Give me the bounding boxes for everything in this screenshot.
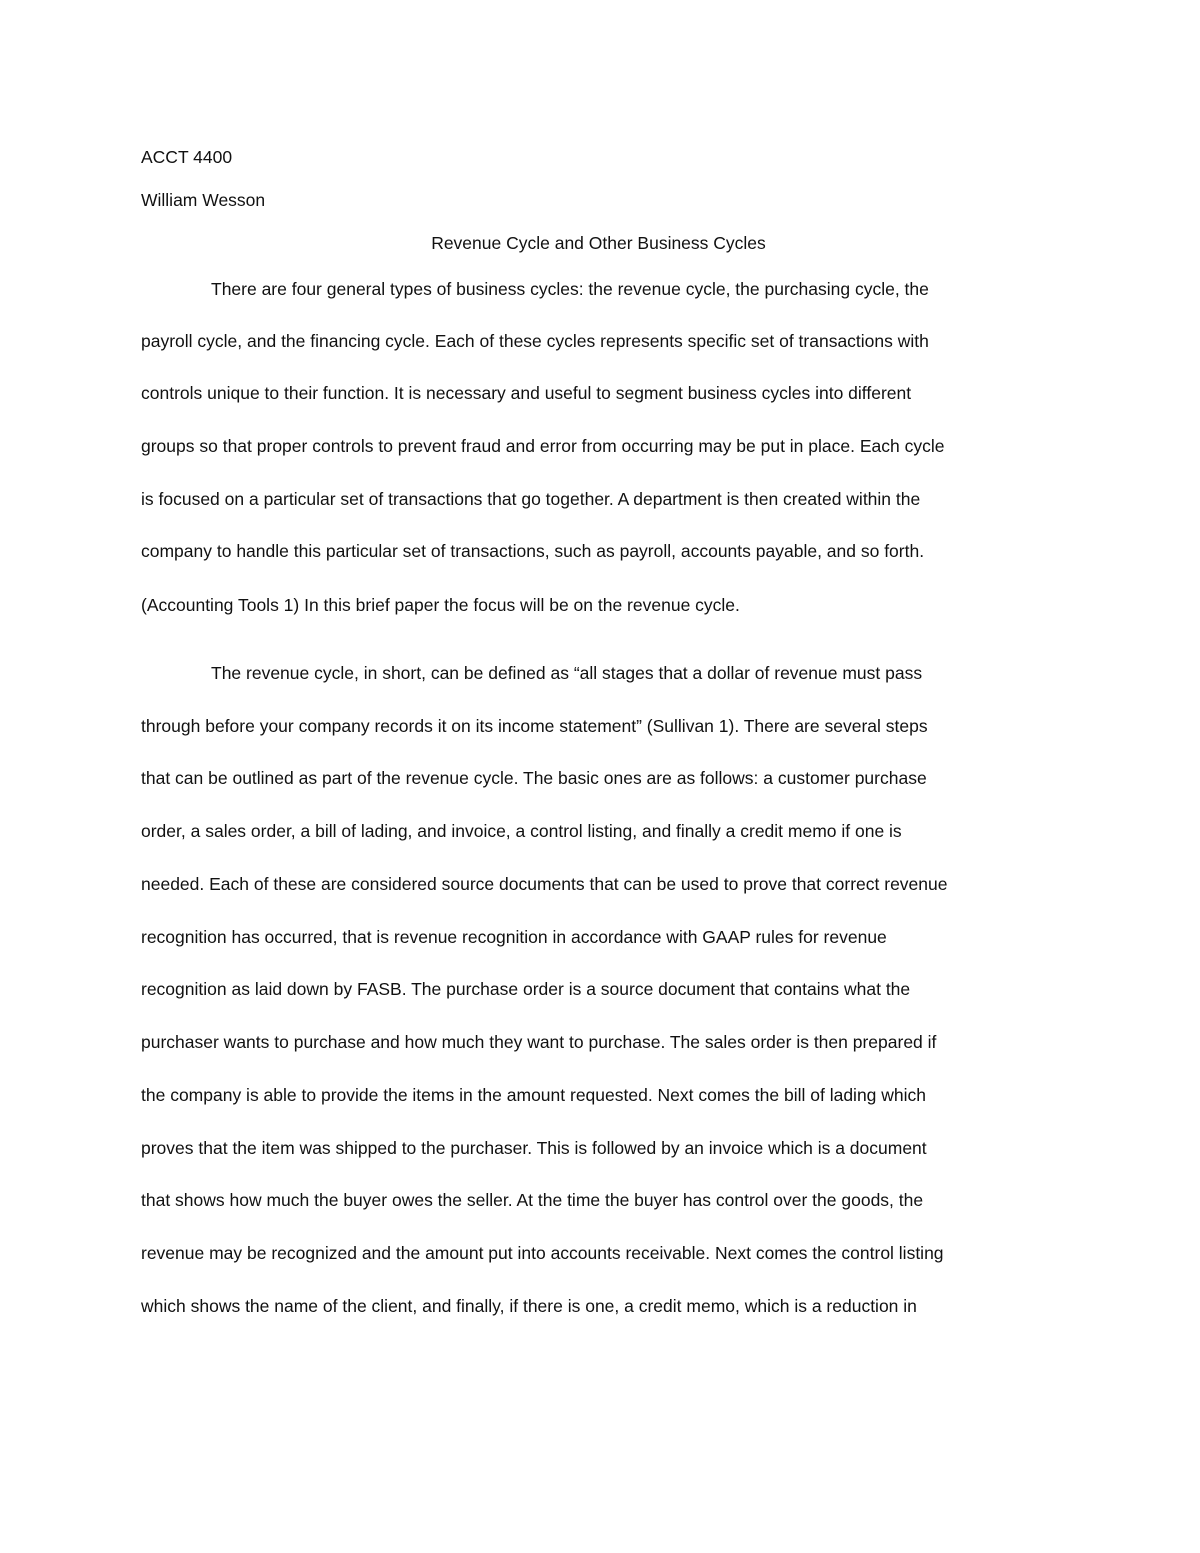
paragraph-2-line-3: that can be outlined as part of the revenue cycle. The basic ones are as follows: a customer purchase bbox=[141, 768, 927, 788]
paragraph-1-line-7: (Accounting Tools 1) In this brief paper the focus will be on the revenue cycle. bbox=[141, 595, 740, 615]
paragraph-2-line-10: proves that the item was shipped to the purchaser. This is followed by an invoice which is a document bbox=[141, 1138, 927, 1158]
paragraph-1-line-1: There are four general types of business cycles: the revenue cycle, the purchasing cycle, the bbox=[211, 279, 929, 299]
paragraph-1-line-3: controls unique to their function. It is necessary and useful to segment business cycles into different bbox=[141, 383, 912, 403]
paragraph-2-line-11: that shows how much the buyer owes the seller. At the time the buyer has control over the goods, the bbox=[141, 1190, 924, 1210]
course-label: ACCT 4400 bbox=[141, 147, 233, 167]
paragraph-2-line-6: recognition has occurred, that is revenue recognition in accordance with GAAP rules for revenue bbox=[141, 927, 887, 947]
paragraph-2-line-8: purchaser wants to purchase and how much they want to purchase. The sales order is then prepared if bbox=[141, 1032, 937, 1052]
paragraph-1-line-5: is focused on a particular set of transactions that go together. A department is then created within the bbox=[141, 489, 921, 509]
paragraph-2-line-1: The revenue cycle, in short, can be defined as “all stages that a dollar of revenue must pass bbox=[211, 663, 923, 683]
paragraph-2-line-2: through before your company records it on its income statement” (Sullivan 1). There are several steps bbox=[141, 716, 928, 736]
paragraph-2-line-4: order, a sales order, a bill of lading, and invoice, a control listing, and finally a credit memo if one is bbox=[141, 821, 902, 841]
paragraph-1-line-6: company to handle this particular set of transactions, such as payroll, accounts payable, and so forth. bbox=[141, 541, 925, 561]
paragraph-2-line-5: needed. Each of these are considered source documents that can be used to prove that correct revenue bbox=[141, 874, 948, 894]
author-name: William Wesson bbox=[141, 190, 266, 210]
paragraph-2-line-9: the company is able to provide the items in the amount requested. Next comes the bill of lading which bbox=[141, 1085, 927, 1105]
paragraph-1-line-2: payroll cycle, and the financing cycle. Each of these cycles represents specific set of transactions with bbox=[141, 331, 929, 351]
paragraph-1-line-4: groups so that proper controls to prevent fraud and error from occurring may be put in place. Each cycle bbox=[141, 436, 945, 456]
paragraph-2-line-12: revenue may be recognized and the amount put into accounts receivable. Next comes the control listing bbox=[141, 1243, 944, 1263]
paper-title: Revenue Cycle and Other Business Cycles bbox=[431, 233, 766, 253]
paragraph-2-line-7: recognition as laid down by FASB. The purchase order is a source document that contains what the bbox=[141, 979, 911, 999]
paragraph-2-line-13: which shows the name of the client, and finally, if there is one, a credit memo, which is a reduction in bbox=[141, 1296, 917, 1316]
